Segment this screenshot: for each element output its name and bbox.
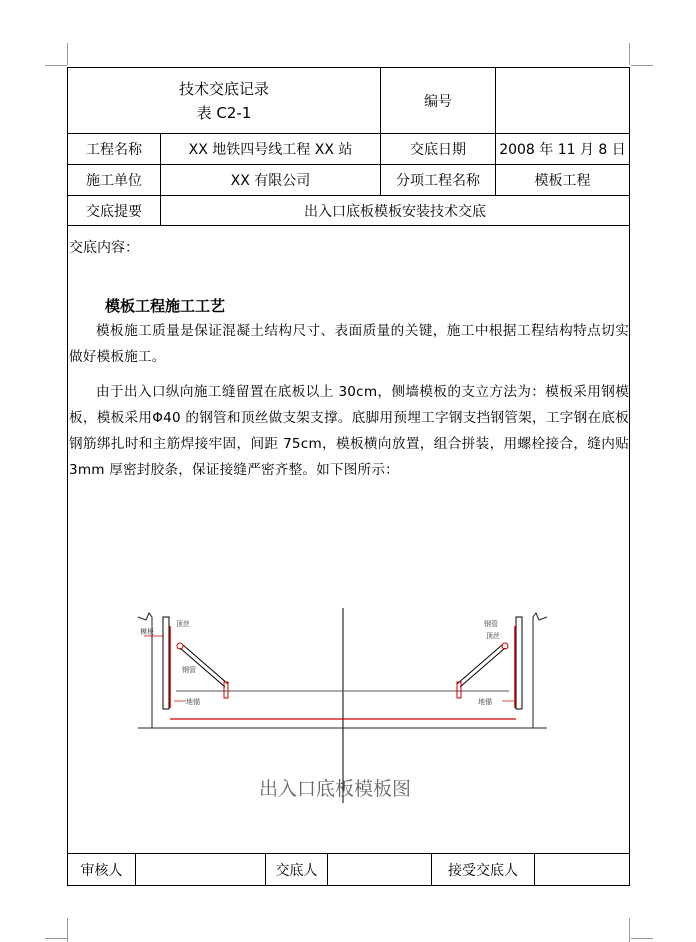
project-name-value[interactable]: XX 地铁四号线工程 XX 站 [161,134,381,164]
form-title-line2: 表 C2-1 [196,103,252,122]
diagram-right-outline [533,613,547,728]
diagram-right-wall [516,617,522,709]
paragraph-1: 模板施工质量是保证混凝土结构尺寸、表面质量的关键，施工中根据工程结构特点切实做好模板施工。 [69,323,629,365]
diagram-left-anchor [224,682,228,698]
date-label: 交底日期 [381,134,496,164]
section-title: 模板工程施工工艺 [105,297,226,315]
subproject-label: 分项工程名称 [381,165,496,195]
number-value[interactable] [496,68,629,133]
project-name-label: 工程名称 [68,134,161,164]
disclosure-content [68,226,629,853]
form-title [68,68,381,133]
construction-unit-label: 施工单位 [68,165,161,195]
subproject-value[interactable]: 模板工程 [534,173,591,189]
diagram-label-left-bottom: 地锚 [186,698,200,706]
diagram-right-anchor [457,682,461,698]
reviewer-label: 审核人 [68,854,136,885]
crop-mark-top-left-h [45,65,67,66]
construction-unit-value[interactable]: XX 有限公司 [161,165,381,195]
discloser-value[interactable] [328,854,432,885]
crop-mark-top-left-v [67,43,68,65]
diagram-left-brace-b [183,645,228,684]
summary-row [68,196,629,226]
project-row [68,134,629,165]
diagram-label-right-bottom: 地锚 [478,698,492,706]
header-row [68,68,629,134]
crop-mark-top-right-v [629,43,630,65]
signoff-row [68,853,629,885]
reviewer-value[interactable] [136,854,266,885]
crop-mark-bottom-left-h [45,938,67,939]
diagram-label-left-top: 顶丝 [176,620,190,628]
summary-value[interactable]: 出入口底板模板安装技术交底 [304,203,486,220]
form-title-line1: 技术交底记录 [178,79,269,98]
summary-label: 交底提要 [68,196,161,225]
receiver-value[interactable] [535,854,629,885]
diagram-caption: 出入口底板模板图 [259,778,412,800]
disclosure-record-table [67,67,630,886]
diagram-left-wall [163,617,169,709]
date-value[interactable]: 2008 年 11 月 8 日 [499,142,626,158]
receiver-label: 接受交底人 [432,854,535,885]
crop-mark-top-right-h [631,65,653,66]
discloser-label: 交底人 [266,854,328,885]
diagram-right-brace-b [457,645,502,684]
unit-row [68,165,629,196]
crop-mark-bottom-right-v [629,918,630,942]
diagram-right-brace [460,648,505,687]
crop-mark-bottom-left-v [67,918,68,942]
diagram-label-right-mid: 顶丝 [486,632,500,640]
paragraph-2: 由于出入口纵向施工缝留置在底板以上 30cm，侧墙模板的支立方法为：模板采用钢模板，模板采用Φ40 的钢管和顶丝做支架支撑。底脚用预埋工字钢支挡钢管架，工字钢在底板钢筋绑扎时和主筋焊接牢固，间距 75cm，模板横向放置，组合拼装，用螺栓接合，缝内贴 3mm 厚密封胶条，保证接缝严密齐整。如下图所示： [69,384,629,478]
crop-mark-bottom-right-h [631,938,653,939]
diagram-label-left-mid: 钢管 [182,666,196,674]
content-label: 交底内容： [69,240,139,256]
diagram-label-left-formwork: 模板 [140,628,154,636]
diagram-label-right-top: 钢管 [484,620,498,628]
number-label: 编号 [381,68,496,133]
